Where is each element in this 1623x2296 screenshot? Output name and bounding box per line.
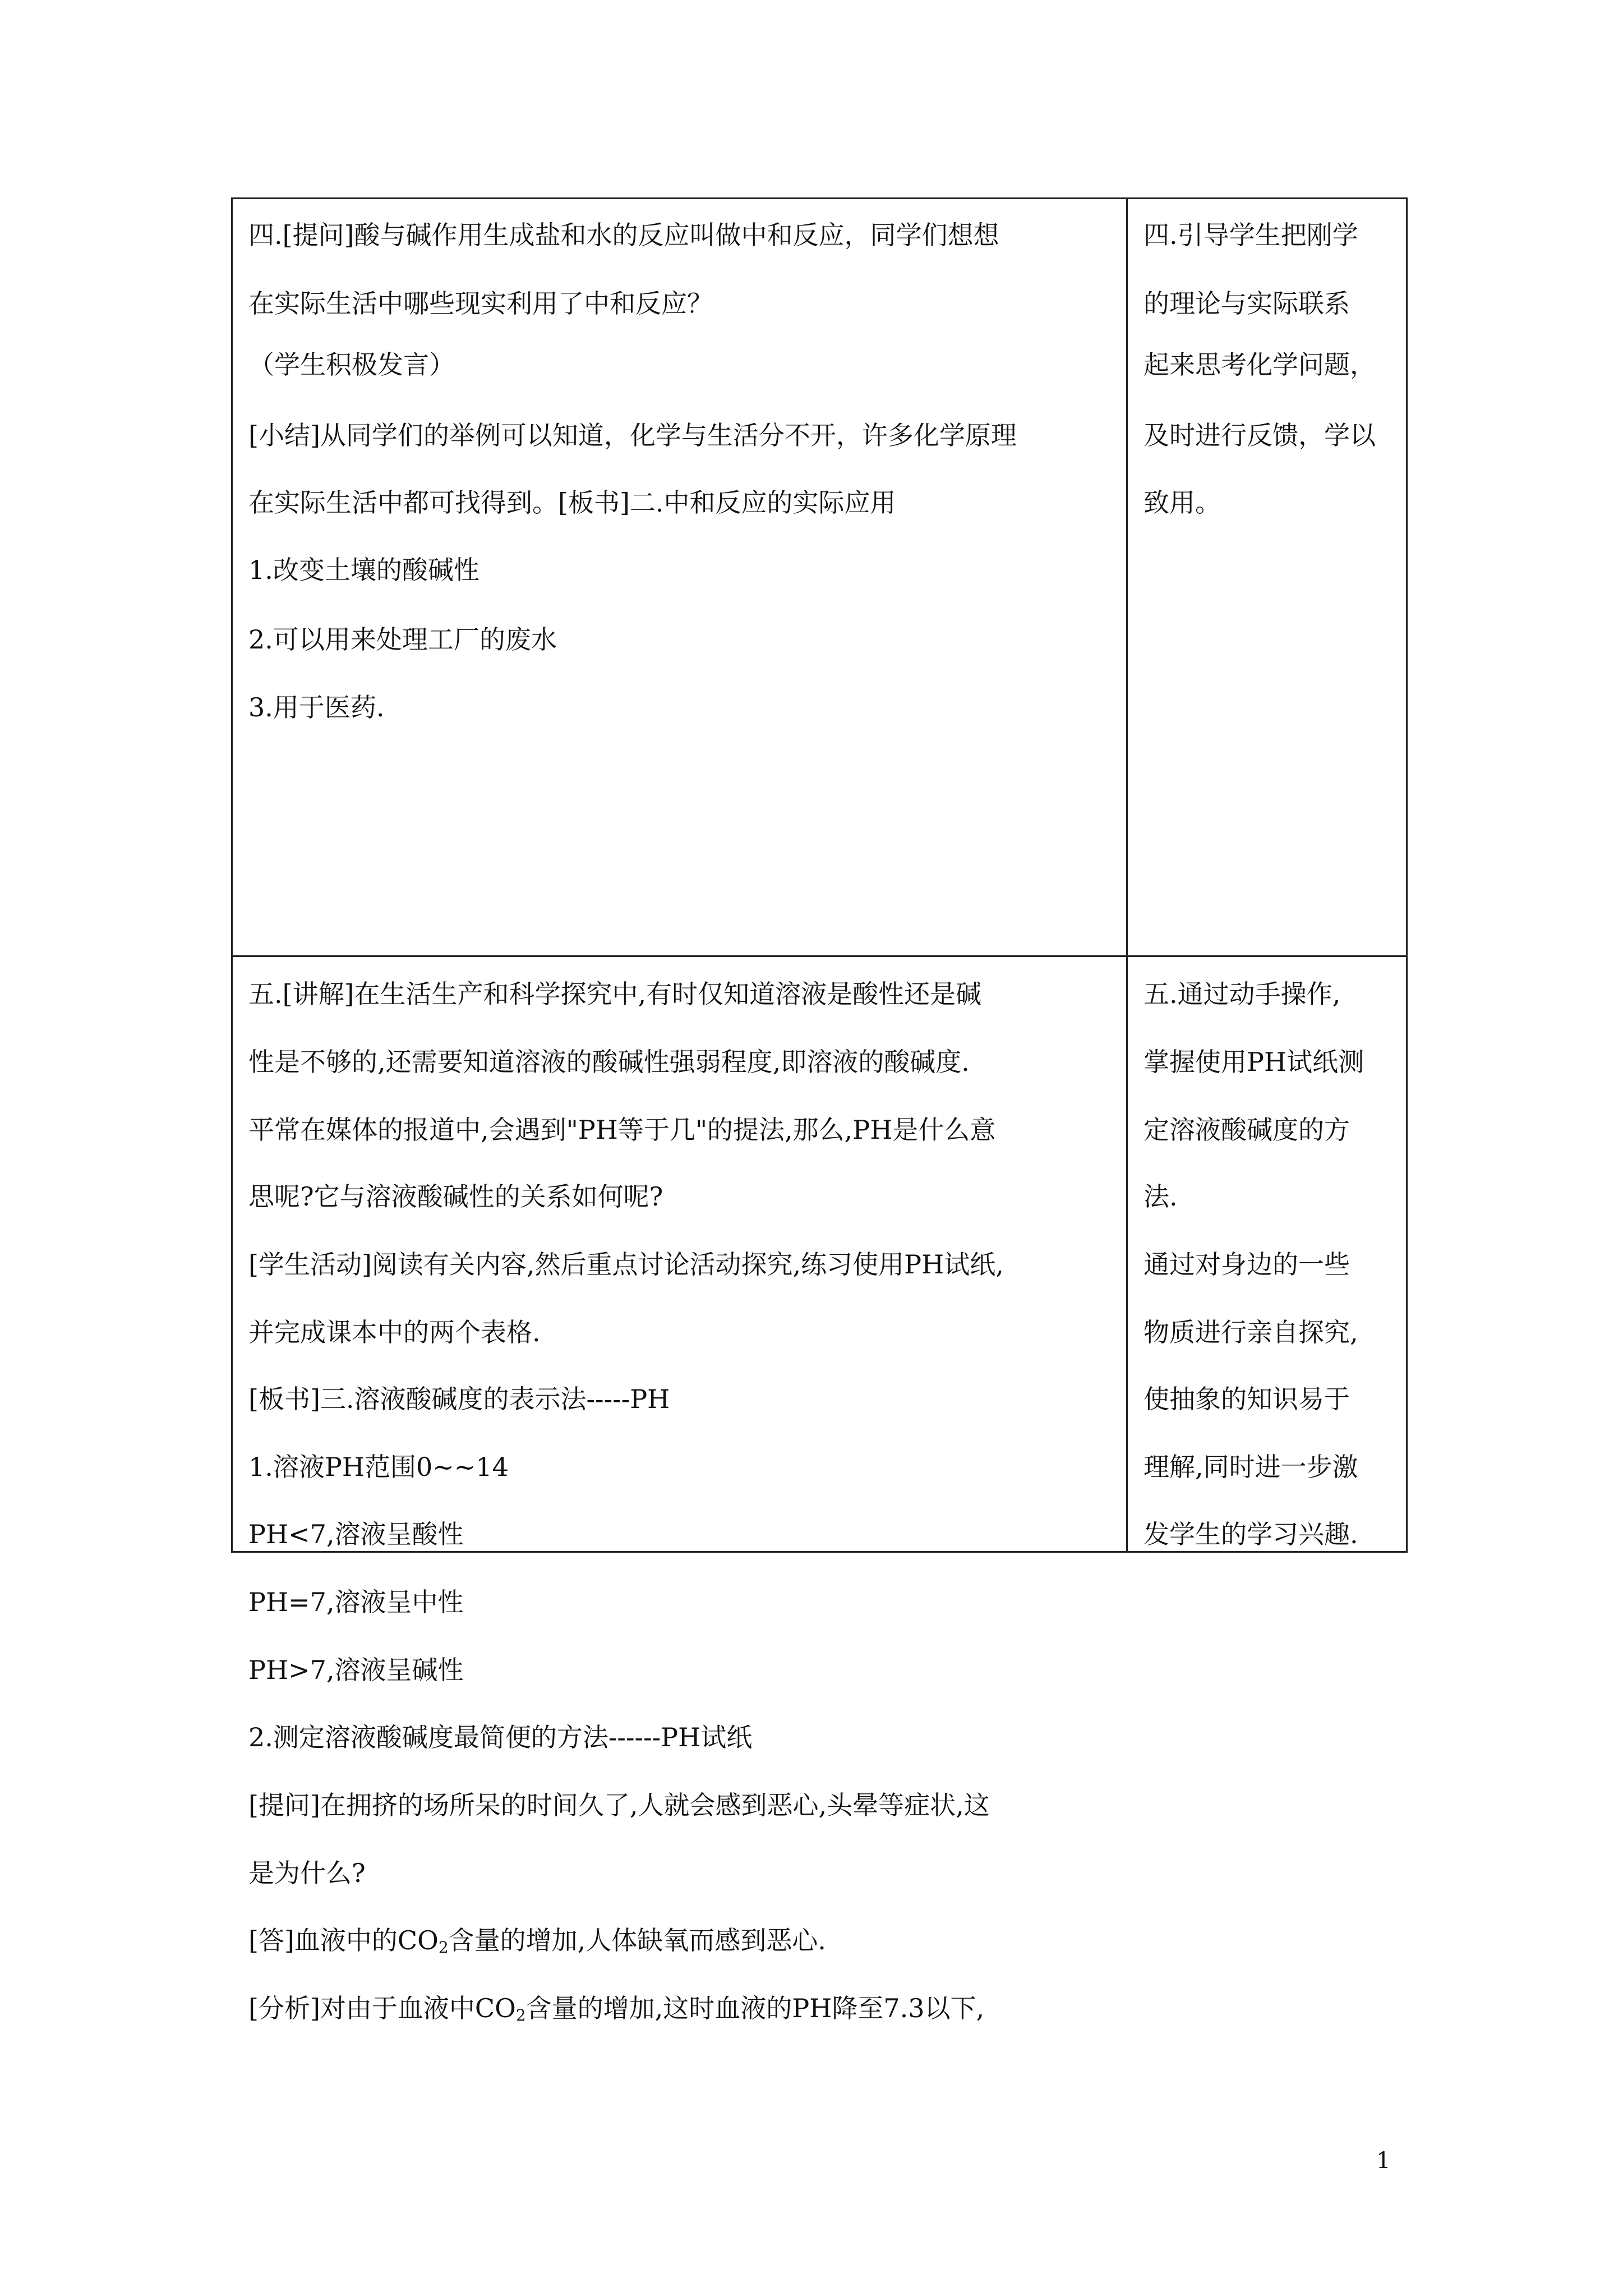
content-line: 1.溶液PH范围0~~14 [248, 1452, 509, 1482]
design-intent-cell [1127, 199, 1407, 956]
content-line: （学生积极发言） [248, 349, 455, 380]
intent-line: 法. [1144, 1181, 1178, 1212]
intent-line: 及时进行反馈，学以 [1144, 420, 1376, 450]
content-line: 2.可以用来处理工厂的废水 [248, 624, 557, 655]
content-line: 2.测定溶液酸碱度最简便的方法------PH试纸 [248, 1722, 753, 1752]
content-line: 3.用于医药. [248, 692, 385, 723]
lesson-plan-table [231, 197, 1408, 2024]
content-line: 1.改变土壤的酸碱性 [248, 555, 479, 585]
content-line: PH<7,溶液呈酸性 [248, 1519, 464, 1549]
intent-line: 的理论与实际联系 [1144, 288, 1350, 319]
content-line: PH=7,溶液呈中性 [248, 1587, 464, 1617]
table-row [232, 956, 1407, 1552]
content-line: 并完成课本中的两个表格. [248, 1317, 541, 1347]
content-line: [板书]三.溶液酸碱度的表示法-----PH [248, 1384, 670, 1414]
page-number: 1 [1376, 2148, 1391, 2174]
content-line: PH>7,溶液呈碱性 [248, 1655, 464, 1685]
content-line: 是为什么? [248, 1858, 366, 1888]
content-line: 性是不够的,还需要知道溶液的酸碱性强弱程度,即溶液的酸碱度. [248, 1047, 970, 1077]
teaching-content-cell [232, 956, 1127, 2024]
content-line: 在实际生活中都可找得到。[板书]二.中和反应的实际应用 [248, 487, 896, 518]
intent-line: 使抽象的知识易于 [1144, 1384, 1350, 1414]
intent-line: 理解,同时进一步激 [1144, 1452, 1358, 1482]
content-line: 五.[讲解]在生活生产和科学探究中,有时仅知道溶液是酸性还是碱 [248, 979, 982, 1009]
content-line: 在实际生活中哪些现实利用了中和反应？ [248, 288, 713, 319]
intent-line: 五.通过动手操作, [1144, 979, 1341, 1009]
intent-line: 定溶液酸碱度的方 [1144, 1115, 1350, 1145]
table-row [232, 199, 1407, 956]
design-intent-cell [1127, 956, 1407, 1552]
content-line: 平常在媒体的报道中,会遇到"PH等于几"的提法,那么,PH是什么意 [248, 1115, 996, 1145]
content-line: [提问]在拥挤的场所呆的时间久了,人就会感到恶心,头晕等症状,这 [248, 1790, 990, 1820]
content-line: [小结]从同学们的举例可以知道，化学与生活分不开，许多化学原理 [248, 420, 1017, 450]
answer-line: [答]血液中的$CO_2$含量的增加,人体缺氧而感到恶心. [248, 1925, 826, 1957]
intent-line: 起来思考化学问题， [1144, 349, 1376, 380]
intent-line: 发学生的学习兴趣. [1144, 1519, 1358, 1549]
intent-line: 通过对身边的一些 [1144, 1249, 1350, 1280]
teaching-content-cell [232, 199, 1127, 956]
intent-line: 物质进行亲自探究, [1144, 1317, 1358, 1347]
intent-line: 致用。 [1144, 487, 1221, 518]
analysis-line: [分析]对由于血液中$CO_2$含量的增加,这时血液的PH降至7.3以下, [248, 1993, 985, 2024]
intent-line: 四.引导学生把刚学 [1144, 220, 1358, 250]
content-line: [学生活动]阅读有关内容,然后重点讨论活动探究,练习使用PH试纸, [248, 1249, 1004, 1280]
content-line: 思呢?它与溶液酸碱性的关系如何呢? [248, 1181, 663, 1212]
content-line: 四.[提问]酸与碱作用生成盐和水的反应叫做中和反应，同学们想想 [248, 220, 999, 250]
intent-line: 掌握使用PH试纸测 [1144, 1047, 1364, 1077]
